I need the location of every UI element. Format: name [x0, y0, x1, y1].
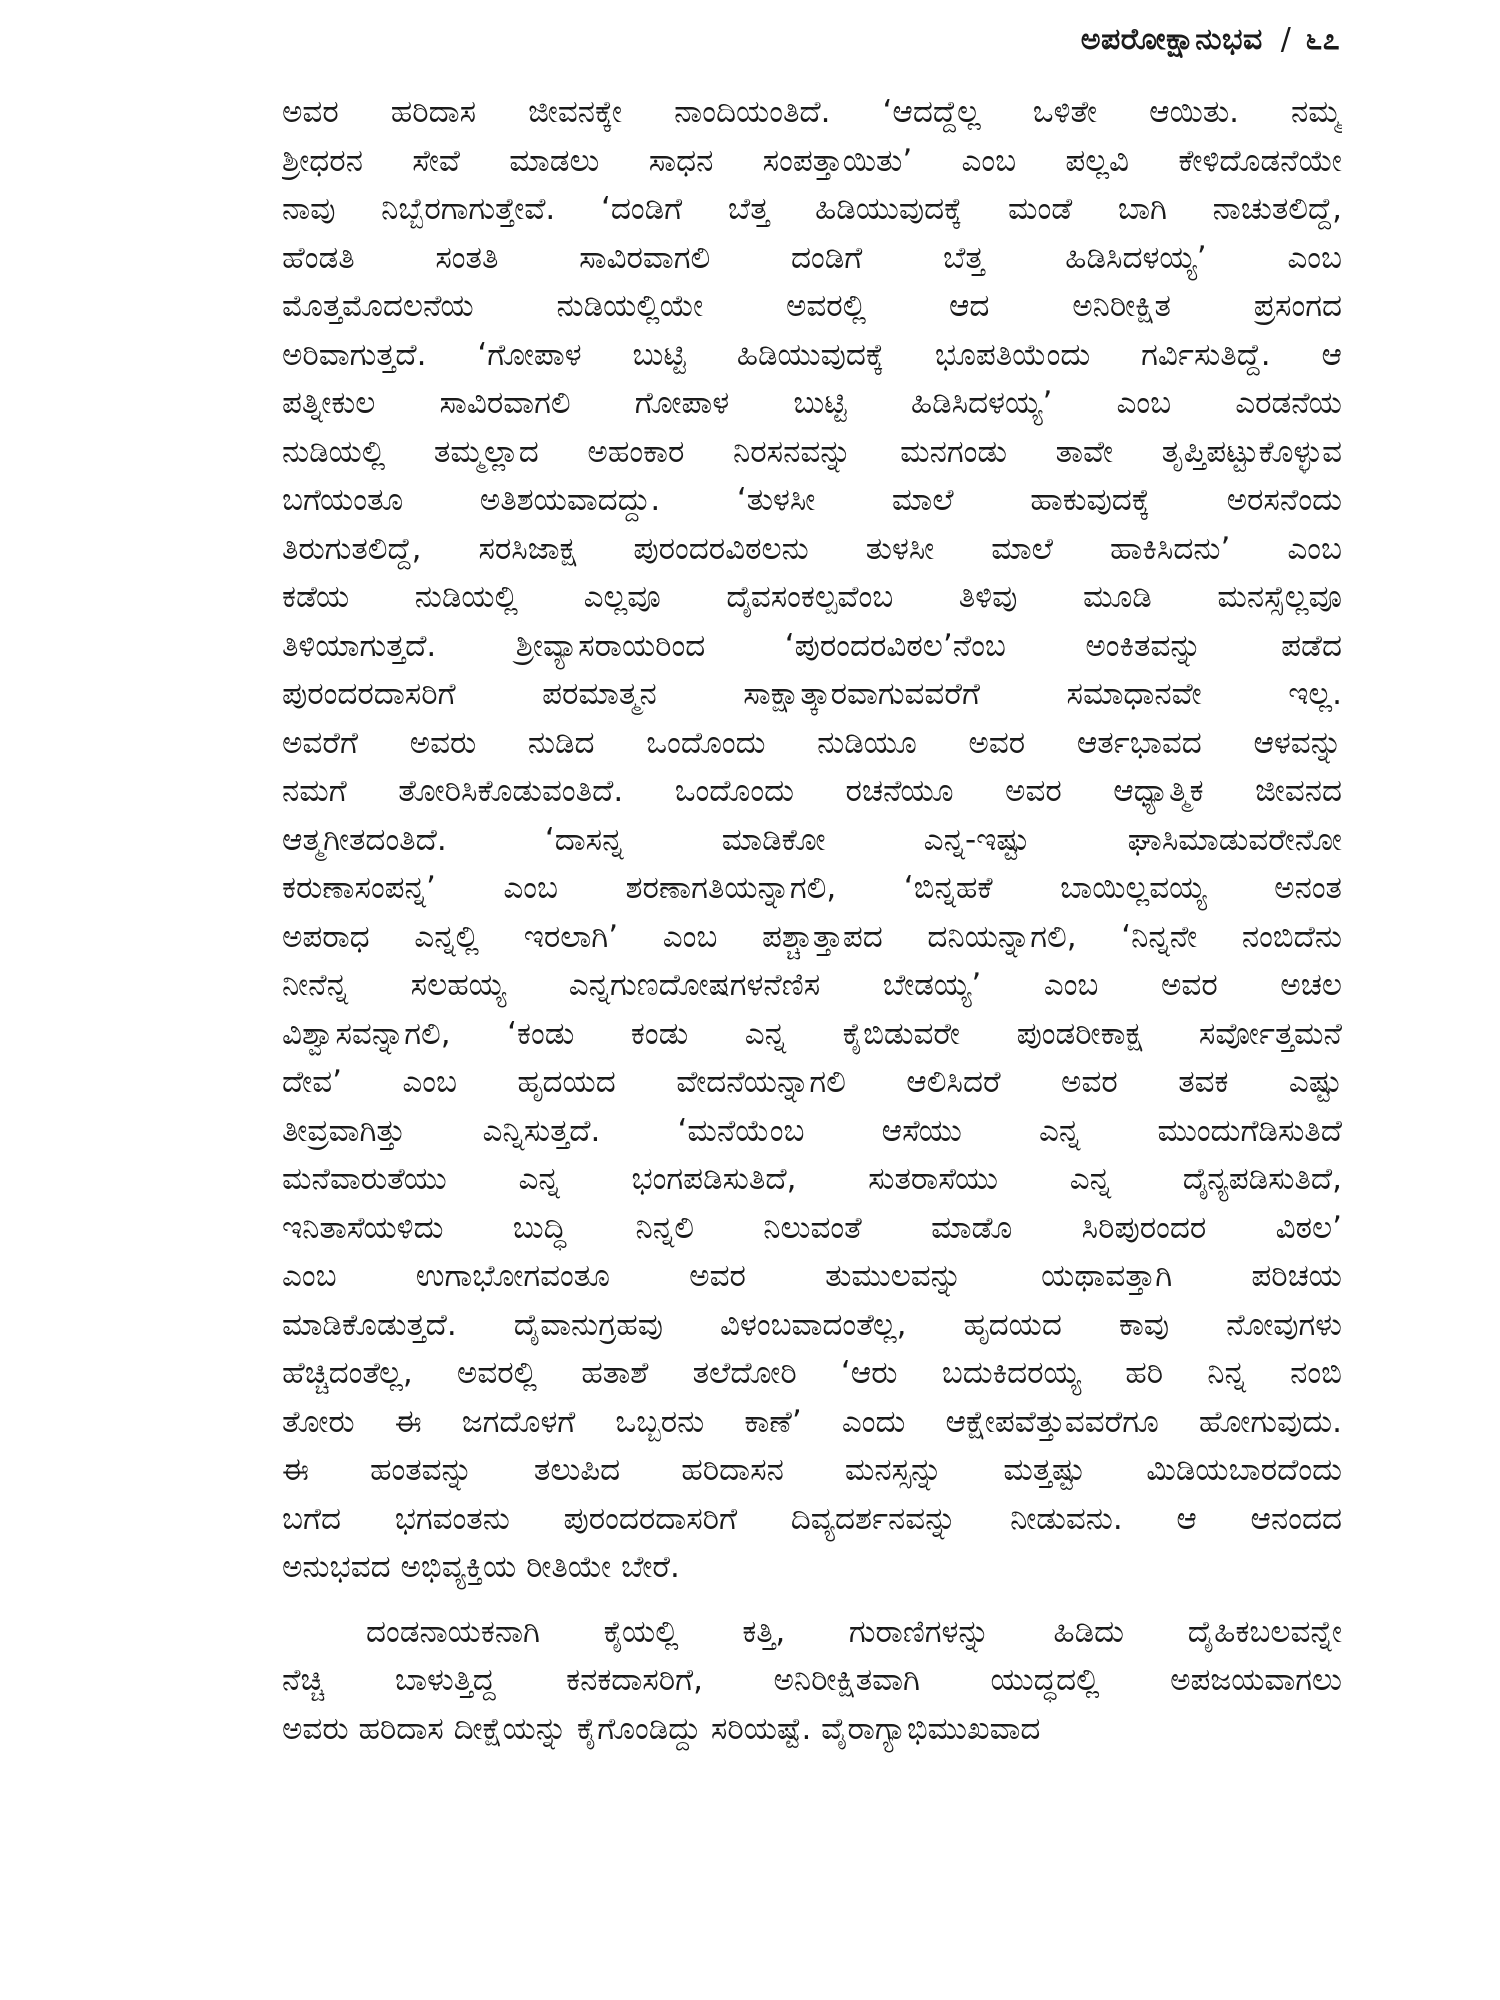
text-line: ತಿರುಗುತಲಿದ್ದೆ, ಸರಸಿಜಾಕ್ಷ ಪುರಂದರವಿಠಲನು ತುಳಸೀ ಮಾಲೆ ಹಾಕಿಸಿದನು’ ಎಂಬ — [282, 530, 1342, 567]
text-line: ಇನಿತಾಸೆಯಳಿದು ಬುದ್ಧಿ ನಿನ್ನಲಿ ನಿಲುವಂತೆ ಮಾಡೊ ಸಿರಿಪುರಂದರ ವಿಠಲ’ — [282, 1209, 1342, 1246]
text-line: ಎಂಬ ಉಗಾಭೋಗವಂತೂ ಅವರ ತುಮುಲವನ್ನು ಯಥಾವತ್ತಾಗಿ ಪರಿಚಯ — [282, 1258, 1342, 1294]
text-line: ಕರುಣಾಸಂಪನ್ನ’ ಎಂಬ ಶರಣಾಗತಿಯನ್ನಾಗಲಿ, ‘ಬಿನ್ನಹಕೆ ಬಾಯಿಲ್ಲವಯ್ಯ ಅನಂತ — [282, 870, 1342, 906]
text-line: ನಾವು ನಿಬ್ಬೆರಗಾಗುತ್ತೇವೆ. ‘ದಂಡಿಗೆ ಬೆತ್ತ ಹಿಡಿಯುವುದಕ್ಕೆ ಮಂಡೆ ಬಾಗಿ ನಾಚುತಲಿದ್ದೆ, — [282, 191, 1342, 227]
header-separator: / — [1280, 22, 1292, 57]
paragraph-1 — [282, 88, 1342, 1592]
text-line: ಹೆಚ್ಚಿದಂತೆಲ್ಲ, ಅವರಲ್ಲಿ ಹತಾಶೆ ತಲೆದೋರಿ ‘ಆರು ಬದುಕಿದರಯ್ಯ ಹರಿ ನಿನ್ನ ನಂಬಿ — [282, 1355, 1342, 1391]
text-line: ಅಪರಾಧ ಎನ್ನಲ್ಲಿ ಇರಲಾಗಿ’ ಎಂಬ ಪಶ್ಚಾತ್ತಾಪದ ದನಿಯನ್ನಾಗಲಿ, ‘ನಿನ್ನನೇ ನಂಬಿದೆನು — [282, 918, 1342, 955]
text-line: ಪುರಂದರದಾಸರಿಗೆ ಪರಮಾತ್ಮನ ಸಾಕ್ಷಾತ್ಕಾರವಾಗುವವರೆಗೆ ಸಮಾಧಾನವೇ ಇಲ್ಲ. — [282, 676, 1342, 712]
text-line: ಆತ್ಮಗೀತದಂತಿದೆ. ‘ದಾಸನ್ನ ಮಾಡಿಕೋ ಎನ್ನ-ಇಷ್ಟು ಘಾಸಿಮಾಡುವರೇನೋ — [282, 821, 1342, 858]
text-line: ನುಡಿಯಲ್ಲಿ ತಮ್ಮಲ್ಲಾದ ಅಹಂಕಾರ ನಿರಸನವನ್ನು ಮನಗಂಡು ತಾವೇ ತೃಪ್ತಿಪಟ್ಟುಕೊಳ್ಳುವ — [282, 433, 1342, 470]
running-header — [1081, 22, 1340, 57]
text-line: ತಿಳಿಯಾಗುತ್ತದೆ. ಶ್ರೀವ್ಯಾಸರಾಯರಿಂದ ‘ಪುರಂದರವಿಠಲ’ನೆಂಬ ಅಂಕಿತವನ್ನು ಪಡೆದ — [282, 627, 1342, 664]
text-line: ದೇವ’ ಎಂಬ ಹೃದಯದ ವೇದನೆಯನ್ನಾಗಲಿ ಆಲಿಸಿದರೆ ಅವರ ತವಕ ಎಷ್ಟು — [282, 1064, 1342, 1100]
text-line: ಮೊತ್ತಮೊದಲನೆಯ ನುಡಿಯಲ್ಲಿಯೇ ಅವರಲ್ಲಿ ಆದ ಅನಿರೀಕ್ಷಿತ ಪ್ರಸಂಗದ — [282, 288, 1342, 324]
text-line: ಹೆಂಡತಿ ಸಂತತಿ ಸಾವಿರವಾಗಲಿ ದಂಡಿಗೆ ಬೆತ್ತ ಹಿಡಿಸಿದಳಯ್ಯ’ ಎಂಬ — [282, 239, 1342, 276]
text-line: ಮಾಡಿಕೊಡುತ್ತದೆ. ದೈವಾನುಗ್ರಹವು ವಿಳಂಬವಾದಂತೆಲ್ಲ, ಹೃದಯದ ಕಾವು ನೋವುಗಳು — [282, 1306, 1342, 1343]
book-title: ಅಪರೋಕ್ಷಾನುಭವ — [1080, 22, 1263, 57]
text-line: ನಮಗೆ ತೋರಿಸಿಕೊಡುವಂತಿದೆ. ಒಂದೊಂದು ರಚನೆಯೂ ಅವರ ಆಧ್ಯಾತ್ಮಿಕ ಜೀವನದ — [282, 773, 1342, 809]
text-line: ಬಗೆದ ಭಗವಂತನು ಪುರಂದರದಾಸರಿಗೆ ದಿವ್ಯದರ್ಶನವನ್ನು ನೀಡುವನು. ಆ ಆನಂದದ — [282, 1500, 1342, 1537]
text-line: ಶ್ರೀಧರನ ಸೇವೆ ಮಾಡಲು ಸಾಧನ ಸಂಪತ್ತಾಯಿತು’ ಎಂಬ ಪಲ್ಲವಿ ಕೇಳಿದೊಡನೆಯೇ — [282, 142, 1342, 179]
text-line: ಪತ್ನೀಕುಲ ಸಾವಿರವಾಗಲಿ ಗೋಪಾಳ ಬುಟ್ಟಿ ಹಿಡಿಸಿದಳಯ್ಯ’ ಎಂಬ ಎರಡನೆಯ — [282, 385, 1342, 421]
text-line: ತೀವ್ರವಾಗಿತ್ತು ಎನ್ನಿಸುತ್ತದೆ. ‘ಮನೆಯೆಂಬ ಆಸೆಯು ಎನ್ನ ಮುಂದುಗೆಡಿಸುತಿದೆ — [282, 1112, 1342, 1149]
text-line: ದಂಡನಾಯಕನಾಗಿ ಕೈಯಲ್ಲಿ ಕತ್ತಿ, ಗುರಾಣಿಗಳನ್ನು ಹಿಡಿದು ದೈಹಿಕಬಲವನ್ನೇ — [366, 1613, 1342, 1650]
text-line: ವಿಶ್ವಾಸವನ್ನಾಗಲಿ, ‘ಕಂಡು ಕಂಡು ಎನ್ನ ಕೈಬಿಡುವರೇ ಪುಂಡರೀಕಾಕ್ಷ ಸರ್ವೋತ್ತಮನೆ — [282, 1015, 1342, 1052]
text-line: ನೀನೆನ್ನ ಸಲಹಯ್ಯ ಎನ್ನಗುಣದೋಷಗಳನೆಣಿಸ ಬೇಡಯ್ಯ’ ಎಂಬ ಅವರ ಅಚಲ — [282, 967, 1342, 1003]
text-line: ಅನುಭವದ ಅಭಿವ್ಯಕ್ತಿಯ ರೀತಿಯೇ ಬೇರೆ. — [282, 1549, 680, 1585]
page-number: ೬೭ — [1305, 22, 1340, 57]
text-line: ಅವರ ಹರಿದಾಸ ಜೀವನಕ್ಕೇ ನಾಂದಿಯಂತಿದೆ. ‘ಆದದ್ದೆಲ್ಲ ಒಳಿತೇ ಆಯಿತು. ನಮ್ಮ — [282, 94, 1342, 130]
text-line: ಮನೆವಾರುತೆಯು ಎನ್ನ ಭಂಗಪಡಿಸುತಿದೆ, ಸುತರಾಸೆಯು ಎನ್ನ ದೈನ್ಯಪಡಿಸುತಿದೆ, — [282, 1161, 1342, 1197]
text-line: ಅರಿವಾಗುತ್ತದೆ. ‘ಗೋಪಾಳ ಬುಟ್ಟಿ ಹಿಡಿಯುವುದಕ್ಕೆ ಭೂಪತಿಯೆಂದು ಗರ್ವಿಸುತಿದ್ದೆ. ಆ — [282, 336, 1342, 373]
body-text — [282, 88, 1342, 1753]
text-line: ಬಗೆಯಂತೂ ಅತಿಶಯವಾದದ್ದು. ‘ತುಳಸೀ ಮಾಲೆ ಹಾಕುವುದಕ್ಕೆ ಅರಸನೆಂದು — [282, 482, 1342, 518]
text-line: ನೆಚ್ಚಿ ಬಾಳುತ್ತಿದ್ದ ಕನಕದಾಸರಿಗೆ, ಅನಿರೀಕ್ಷಿತವಾಗಿ ಯುದ್ಧದಲ್ಲಿ ಅಪಜಯವಾಗಲು — [282, 1662, 1342, 1698]
text-line: ಈ ಹಂತವನ್ನು ತಲುಪಿದ ಹರಿದಾಸನ ಮನಸ್ಸನ್ನು ಮತ್ತಷ್ಟು ಮಿಡಿಯಬಾರದೆಂದು — [282, 1452, 1342, 1488]
text-line: ಕಡೆಯ ನುಡಿಯಲ್ಲಿ ಎಲ್ಲವೂ ದೈವಸಂಕಲ್ಪವೆಂಬ ತಿಳಿವು ಮೂಡಿ ಮನಸ್ಸೆಲ್ಲವೂ — [282, 579, 1342, 615]
text-line: ತೋರು ಈ ಜಗದೊಳಗೆ ಒಬ್ಬರನು ಕಾಣೆ’ ಎಂದು ಆಕ್ಷೇಪವೆತ್ತುವವರೆಗೂ ಹೋಗುವುದು. — [282, 1403, 1342, 1440]
text-line: ಅವರು ಹರಿದಾಸ ದೀಕ್ಷೆಯನ್ನು ಕೈಗೊಂಡಿದ್ದು ಸರಿಯಷ್ಟೆ. ವೈರಾಗ್ಯಾಭಿಮುಖವಾದ — [282, 1710, 1041, 1747]
paragraph-2 — [282, 1608, 1342, 1754]
text-line: ಅವರೆಗೆ ಅವರು ನುಡಿದ ಒಂದೊಂದು ನುಡಿಯೂ ಅವರ ಆರ್ತಭಾವದ ಆಳವನ್ನು — [282, 724, 1342, 761]
